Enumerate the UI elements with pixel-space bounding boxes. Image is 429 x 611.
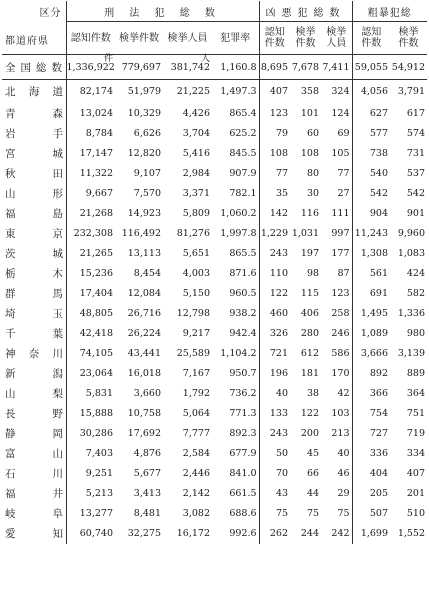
table-row [2,524,427,544]
table-cell: 871.6 [212,264,259,284]
table-cell: 738 [369,148,389,159]
row-name: 東京 [2,224,66,244]
row-name: 群馬 [2,284,66,304]
table-cell: 1,792 [182,388,210,399]
table-cell: 1,308 [360,248,389,259]
row-name: 静岡 [2,424,66,444]
table-cell: 625.2 [212,124,259,144]
header-corner [2,1,66,55]
table-cell: 9,251 [85,468,113,479]
table-cell: 3,413 [133,488,161,499]
row-name: 福島 [2,204,66,224]
table-cell: 9,667 [85,188,113,199]
table-cell: 116 [300,208,320,219]
table-cell: 122 [300,408,320,419]
row-name: 岐阜 [2,504,66,524]
prefecture-table [2,1,427,544]
table-cell: 43,441 [127,348,161,359]
table-row [2,344,427,364]
table-cell: 980 [406,328,426,339]
table-cell: 1,336 [397,308,426,319]
group-header-heinous: 凶悪犯総数 [259,1,352,22]
table-cell: 件 1,336,922 [66,55,115,80]
row-name: 茨城 [2,244,66,264]
table-row [2,484,427,504]
table-cell: 17,147 [79,148,113,159]
table-row [2,164,427,184]
col-header-cleared: 検挙件数 [115,22,163,55]
table-cell: 46 [321,464,352,484]
table-cell: 942.4 [212,324,259,344]
table-cell: 79 [275,128,289,139]
table-cell: 110 [269,268,289,279]
table-cell: 324 [321,80,352,104]
table-cell: 9,217 [182,328,210,339]
table-cell: 21,268 [79,208,113,219]
col-header-arrested: 検挙人員 [163,22,212,55]
table-cell: 11,322 [79,168,113,179]
table-cell: 2,142 [182,488,210,499]
table-cell: 17,404 [79,288,113,299]
table-cell: 2,584 [182,448,210,459]
table-cell: 280 [300,328,320,339]
table-cell: 5,064 [182,408,210,419]
table-cell: 16,172 [176,528,210,539]
col-header-crime-rate: 犯罪率 [212,22,259,55]
table-cell: 406 [300,308,320,319]
table-cell: 81,276 [176,228,210,239]
table-cell: 358 [300,86,320,98]
table-cell: 612 [300,348,320,359]
table-cell: 243 [269,428,289,439]
table-row [2,104,427,124]
table-cell: 1,552 [397,528,426,539]
table-cell: 115 [300,288,320,299]
table-cell: 719 [406,428,426,439]
table-cell: 460 [269,308,289,319]
table-cell: 74,105 [79,348,113,359]
table-row [2,244,427,264]
table-row [2,284,427,304]
table-cell: 205 [369,488,389,499]
table-cell: 845.5 [212,144,259,164]
table-cell: 688.6 [212,504,259,524]
table-cell: 40 [275,388,289,399]
table-cell: 334 [406,448,426,459]
table-cell: 6,626 [133,128,161,139]
row-name: 長野 [2,404,66,424]
table-cell: 69 [321,124,352,144]
table-cell: 23,064 [79,368,113,379]
table-cell: 938.2 [212,304,259,324]
table-cell: 133 [269,408,289,419]
table-cell: 5,150 [182,288,210,299]
table-cell: 13,113 [127,248,161,259]
table-cell: 754 [369,408,389,419]
table-cell: 13,024 [79,108,113,119]
table-cell: 907.9 [212,164,259,184]
table-cell: 45 [306,448,320,459]
table-cell: 60,740 [79,528,113,539]
row-name: 埼玉 [2,304,66,324]
table-cell: 196 [269,368,289,379]
table-cell: 407 [406,468,426,479]
col-header-heinous-cleared: 検挙 件数 [290,22,321,55]
group-header-penal-code: 刑 法 犯 総 数 [66,1,259,22]
table-cell: 103 [321,404,352,424]
table-cell: 200 [300,428,320,439]
table-cell: 661.5 [212,484,259,504]
row-name: 全国総数 [2,55,66,80]
table-cell: 26,716 [127,308,161,319]
table-cell: 1,060.2 [212,204,259,224]
table-cell: 8,481 [133,508,161,519]
table-cell: 30,286 [79,428,113,439]
row-name: 栃木 [2,264,66,284]
table-cell: 54,912 [390,55,427,80]
table-cell: 3,139 [397,348,426,359]
table-cell: 17,692 [127,428,161,439]
table-cell: 407 [269,86,289,98]
row-name: 北海道 [2,80,66,104]
row-name: 山形 [2,184,66,204]
table-cell: 40 [321,444,352,464]
table-cell: 865.4 [212,104,259,124]
row-name: 山梨 [2,384,66,404]
col-header-violent-cleared: 検挙 件数 [390,22,427,55]
table-cell: 841.0 [212,464,259,484]
table-cell: 691 [369,288,389,299]
table-cell: 13,277 [79,508,113,519]
group-header-violent: 粗暴犯総 [352,1,427,22]
table-cell: 1,997.8 [212,224,259,244]
table-cell: 751 [406,408,426,419]
table-cell: 12,798 [176,308,210,319]
table-row [2,424,427,444]
table-cell: 11,243 [354,228,389,239]
table-row-national-total [2,55,427,80]
table-cell: 364 [406,388,426,399]
table-cell: 721 [269,348,289,359]
table-cell: 123 [321,284,352,304]
table-cell: 5,213 [85,488,113,499]
table-cell: 8,695 [259,55,290,80]
table-cell: 59,055 [352,55,390,80]
table-cell: 992.6 [212,524,259,544]
table-row [2,364,427,384]
table-cell: 3,666 [360,348,389,359]
table-cell: 213 [321,424,352,444]
table-cell: 111 [321,204,352,224]
table-cell: 5,416 [182,148,210,159]
unit-nin-label: 人 [200,54,210,64]
table-cell: 75 [306,508,320,519]
table-cell: 404 [369,468,389,479]
table-cell: 3,791 [397,86,426,98]
table-cell: 1,229 [260,228,289,239]
table-cell: 12,820 [127,148,161,159]
table-cell: 5,651 [182,248,210,259]
col-header-heinous-arrested: 検挙 人員 [321,22,352,55]
table-cell: 731 [406,148,426,159]
table-cell: 51,979 [127,86,161,98]
table-cell: 1,497.3 [212,80,259,104]
table-row [2,184,427,204]
row-name: 石川 [2,464,66,484]
table-cell: 4,426 [182,108,210,119]
table-cell: 124 [321,104,352,124]
table-cell: 242 [321,524,352,544]
table-cell: 3,371 [182,188,210,199]
table-cell: 15,888 [79,408,113,419]
table-cell: 246 [321,324,352,344]
table-cell: 243 [269,248,289,259]
row-name: 神奈川 [2,344,66,364]
table-cell: 542 [406,188,426,199]
table-cell: 181 [300,368,320,379]
table-cell: 736.2 [212,384,259,404]
table-cell: 16,018 [127,368,161,379]
table-cell: 116,492 [121,228,161,239]
table-cell: 586 [321,344,352,364]
table-cell: 108 [300,148,320,159]
corner-category-label: 区分 [39,8,62,19]
table-cell: 2,446 [182,468,210,479]
table-cell: 177 [321,244,352,264]
row-name: 青森 [2,104,66,124]
table-cell: 7,411 [321,55,352,80]
table-cell: 627 [369,108,389,119]
table-cell: 540 [369,168,389,179]
table-cell: 782.1 [212,184,259,204]
table-cell: 1,089 [360,328,389,339]
table-row [2,404,427,424]
table-cell: 510 [406,508,426,519]
table-cell: 582 [406,288,426,299]
table-cell: 201 [406,488,426,499]
table-cell: 7,678 [290,55,321,80]
table-cell: 997 [321,224,352,244]
table-cell: 60 [306,128,320,139]
table-cell: 574 [406,128,426,139]
table-cell: 10,758 [127,408,161,419]
table-cell: 75 [321,504,352,524]
table-cell: 258 [321,304,352,324]
row-name: 岩手 [2,124,66,144]
row-name: 千葉 [2,324,66,344]
table-cell: 170 [321,364,352,384]
row-name: 福井 [2,484,66,504]
table-cell: 123 [269,108,289,119]
table-cell: 904 [369,208,389,219]
table-cell: 142 [269,208,289,219]
table-cell: 42,418 [79,328,113,339]
table-cell: 5,831 [85,388,113,399]
table-cell: 7,570 [133,188,161,199]
table-cell: 12,084 [127,288,161,299]
table-row [2,144,427,164]
table-cell: 1,031 [291,228,320,239]
table-cell: 262 [269,528,289,539]
table-cell: 366 [369,388,389,399]
table-cell: 865.5 [212,244,259,264]
table-cell: 424 [406,268,426,279]
table-cell: 44 [306,488,320,499]
table-row [2,384,427,404]
table-cell: 960.5 [212,284,259,304]
crime-statistics-table [2,1,427,544]
table-cell: 7,777 [182,428,210,439]
table-cell: 26,224 [127,328,161,339]
table-cell: 14,923 [127,208,161,219]
col-header-recognized: 認知件数 [66,22,115,55]
table-cell: 4,056 [360,86,389,98]
table-cell: 98 [306,268,320,279]
table-cell: 70 [275,468,289,479]
table-cell: 326 [269,328,289,339]
table-cell: 35 [275,188,289,199]
table-row [2,80,427,104]
row-name: 愛知 [2,524,66,544]
table-cell: 892 [369,368,389,379]
table-cell: 30 [306,188,320,199]
table-cell: 577 [369,128,389,139]
table-cell: 1,160.8 [212,55,259,80]
table-cell: 8,784 [85,128,113,139]
table-cell: 9,107 [133,168,161,179]
table-cell: 77 [275,168,289,179]
table-row [2,504,427,524]
table-cell: 21,225 [176,86,210,98]
table-cell: 人 381,742 [163,55,212,80]
table-cell: 677.9 [212,444,259,464]
table-cell: 537 [406,168,426,179]
table-row [2,324,427,344]
table-cell: 4,876 [133,448,161,459]
table-cell: 4,003 [182,268,210,279]
table-cell: 50 [275,448,289,459]
table-cell: 617 [406,108,426,119]
table-cell: 771.3 [212,404,259,424]
table-cell: 77 [321,164,352,184]
table-row [2,124,427,144]
table-cell: 32,275 [127,528,161,539]
table-cell: 3,660 [133,388,161,399]
table-cell: 507 [369,508,389,519]
table-row [2,224,427,244]
table-cell: 3,704 [182,128,210,139]
table-cell: 122 [269,288,289,299]
table-cell: 1,699 [360,528,389,539]
table-cell: 66 [306,468,320,479]
row-name: 宮城 [2,144,66,164]
table-row [2,444,427,464]
table-cell: 25,589 [176,348,210,359]
table-cell: 5,809 [182,208,210,219]
table-cell: 75 [275,508,289,519]
table-cell: 105 [321,144,352,164]
table-cell: 542 [369,188,389,199]
unit-ken-label: 件 [103,54,113,64]
col-header-violent-recognized: 認知 件数 [352,22,390,55]
table-cell: 2,984 [182,168,210,179]
table-cell: 779,697 [115,55,163,80]
table-row [2,304,427,324]
col-header-heinous-recognized: 認知 件数 [259,22,290,55]
table-cell: 232,308 [73,228,113,239]
table-row [2,264,427,284]
table-cell: 48,805 [79,308,113,319]
table-cell: 82,174 [79,86,113,98]
table-cell: 3,082 [182,508,210,519]
table-cell: 7,403 [85,448,113,459]
table-cell: 80 [306,168,320,179]
table-cell: 21,265 [79,248,113,259]
table-cell: 87 [321,264,352,284]
table-cell: 9,960 [397,228,426,239]
table-cell: 10,329 [127,108,161,119]
table-row [2,464,427,484]
row-name: 秋田 [2,164,66,184]
table-cell: 244 [300,528,320,539]
table-cell: 7,167 [182,368,210,379]
table-cell: 108 [269,148,289,159]
table-cell: 15,236 [79,268,113,279]
table-cell: 29 [321,484,352,504]
table-cell: 727 [369,428,389,439]
table-row [2,204,427,224]
corner-prefecture-label: 都道府県 [5,36,49,47]
table-cell: 8,454 [133,268,161,279]
table-cell: 901 [406,208,426,219]
table-cell: 197 [300,248,320,259]
table-cell: 892.3 [212,424,259,444]
table-cell: 1,104.2 [212,344,259,364]
table-cell: 38 [306,388,320,399]
table-cell: 950.7 [212,364,259,384]
table-cell: 43 [275,488,289,499]
table-cell: 27 [321,184,352,204]
table-cell: 42 [321,384,352,404]
table-cell: 561 [369,268,389,279]
table-cell: 336 [369,448,389,459]
table-cell: 1,495 [360,308,389,319]
row-name: 新潟 [2,364,66,384]
table-cell: 889 [406,368,426,379]
table-cell: 1,083 [397,248,426,259]
table-cell: 101 [300,108,320,119]
table-cell: 5,677 [133,468,161,479]
row-name: 富山 [2,444,66,464]
